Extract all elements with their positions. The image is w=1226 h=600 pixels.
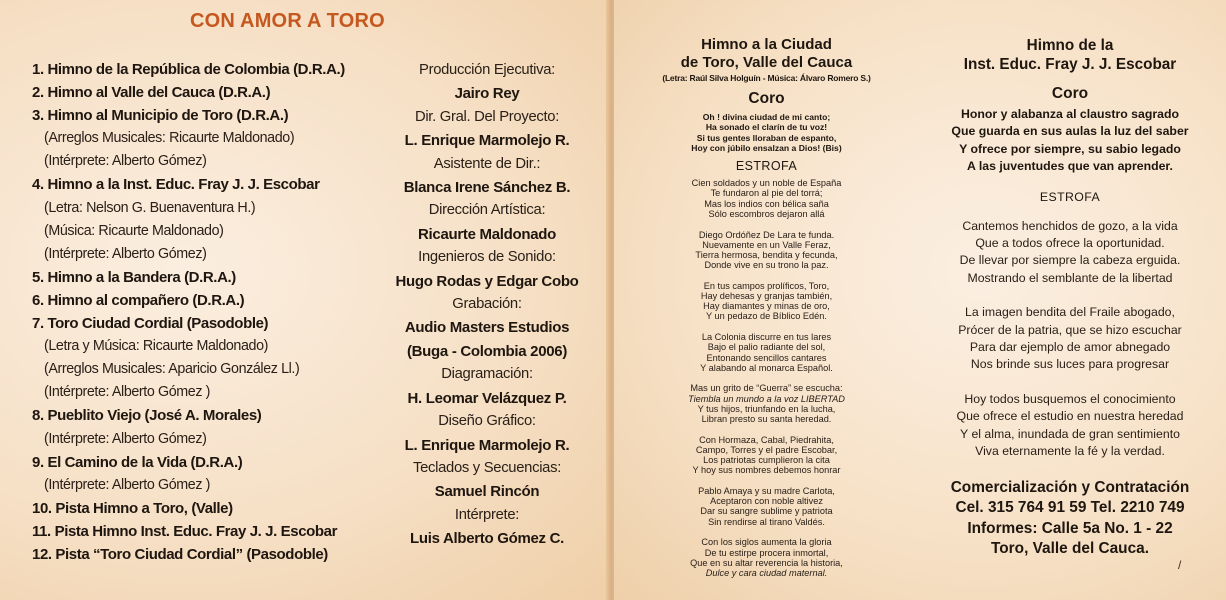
verse-line: Hay dehesas y granjas también,: [700, 291, 833, 302]
track-note: (Arreglos Musicales: Aparicio González Ll.): [44, 361, 300, 378]
verse-line: Sólo escombros dejaron allá: [708, 208, 825, 219]
verse-line: Tiembla un mundo a la voz LIBERTAD: [688, 393, 845, 404]
verse-line: Diego Ordóñez De Lara te funda.: [698, 229, 835, 240]
toro-coro-heading: Coro: [748, 90, 785, 107]
track-title: 11. Pista Himno Inst. Educ. Fray J. J. Escobar: [32, 522, 338, 540]
track-title: 7. Toro Ciudad Cordial (Pasodoble): [32, 315, 269, 333]
stanza: [930, 218, 1210, 288]
verse-line: La imagen bendita del Fraile abogado,: [965, 305, 1175, 320]
verse-line: Dulce y cara ciudad maternal.: [705, 567, 828, 578]
verse-line: Nos brinde sus luces para progresar: [970, 357, 1170, 372]
stanza: [634, 383, 899, 424]
toro-coro-lines: [634, 112, 899, 153]
stanza: [634, 281, 899, 322]
coro-line: Y ofrece por siempre, su sabio legado: [959, 141, 1181, 156]
stanza: [634, 178, 899, 219]
credit-name: Samuel Rincón: [434, 483, 540, 501]
credit-name: L. Enrique Marmolejo R.: [404, 436, 570, 454]
verse-line: Y un pedazo de Bíblico Edén.: [706, 311, 827, 322]
verse-line: Pablo Amaya y su madre Carlota,: [698, 486, 835, 497]
verse-line: Mas los indios con bélica saña: [704, 198, 829, 209]
coro-line: Oh ! divina ciudad de mi canto;: [702, 112, 831, 122]
verse-line: Que en su altar reverencia la historia,: [690, 557, 843, 568]
contact-info: [930, 478, 1210, 560]
credit-name: Audio Masters Estudios: [404, 319, 570, 337]
fray-stanzas: [930, 218, 1210, 461]
stanza: [930, 391, 1210, 461]
track-note: (Arreglos Musicales: Ricaurte Maldonado): [44, 130, 295, 147]
track-title: 10. Pista Himno a Toro, (Valle): [32, 499, 233, 517]
credit-role: Asistente de Dir.:: [433, 155, 541, 172]
track-note: (Intérprete: Alberto Gómez): [44, 430, 207, 447]
credits-list: [382, 59, 592, 551]
stanza: [634, 435, 899, 476]
stanza: [634, 486, 899, 527]
verse-line: Y hoy sus nombres debemos honrar: [692, 465, 841, 476]
verse-line: Los patriotas cumplieron la cita: [703, 455, 830, 466]
track-note: (Intérprete: Alberto Gómez ): [44, 476, 210, 493]
fray-estrofa-heading: ESTROFA: [1039, 189, 1101, 204]
stanza: [930, 304, 1210, 374]
right-page: [614, 0, 1226, 600]
credit-name: H. Leomar Velázquez P.: [407, 389, 567, 407]
ink-mark: /: [1178, 558, 1182, 572]
stanza: [634, 537, 899, 578]
verse-line: Tierra hermosa, bendita y fecunda,: [695, 249, 838, 260]
verse-line: Hoy todos busquemos el conocimiento: [964, 391, 1176, 406]
fray-anthem: [930, 36, 1210, 560]
credit-name: (Buga - Colombia 2006): [406, 342, 568, 360]
toro-anthem: [634, 36, 899, 589]
verse-line: Hay diamantes y minas de oro,: [703, 301, 830, 312]
verse-line: Mas un grito de “Guerra” se escucha:: [690, 383, 843, 394]
verse-line: Con los siglos aumenta la gloria: [701, 537, 832, 548]
track-note: (Letra: Nelson G. Buenaventura H.): [44, 199, 256, 216]
contact-line: Comercialización y Contratación: [950, 478, 1190, 496]
track-title: 5. Himno a la Bandera (D.R.A.): [32, 268, 236, 286]
track-title: 2. Himno al Valle del Cauca (D.R.A.): [32, 84, 271, 102]
credit-role: Ingenieros de Sonido:: [418, 249, 556, 266]
track-note: (Intérprete: Alberto Gómez): [44, 245, 207, 262]
verse-line: La Colonia discurre en tus lares: [701, 332, 832, 343]
verse-line: Cantemos henchidos de gozo, a la vida: [962, 218, 1178, 233]
toro-anthem-credits: (Letra: Raúl Silva Holguín - Música: Álvaro Romero S.): [662, 73, 871, 83]
verse-line: Donde vive en su trono la paz.: [704, 260, 829, 271]
coro-line: Que guarda en sus aulas la luz del saber: [951, 124, 1189, 139]
credit-role: Diseño Gráfico:: [438, 413, 536, 430]
track-title: 9. El Camino de la Vida (D.R.A.): [32, 453, 243, 471]
verse-line: Para dar ejemplo de amor abnegado: [969, 340, 1171, 355]
verse-line: Entonando sencillos cantares: [706, 352, 827, 363]
verse-line: Dar su sangre sublime y patriota: [700, 506, 833, 517]
verse-line: Viva eternamente la fé y la verdad.: [975, 444, 1165, 459]
track-title: 3. Himno al Municipio de Toro (D.R.A.): [32, 107, 289, 125]
verse-line: Prócer de la patria, que se hizo escuchar: [958, 322, 1182, 337]
verse-line: Aceptaron con noble altivez: [710, 496, 823, 507]
track-title: 1. Himno de la República de Colombia (D.R.A.): [32, 61, 345, 78]
album-title: CON AMOR A TORO: [190, 10, 385, 32]
verse-line: De tu estirpe procera inmortal,: [704, 547, 829, 558]
verse-line: Con Hormaza, Cabal, Piedrahita,: [699, 434, 834, 445]
fray-coro-lines: [930, 106, 1210, 176]
track-list: [32, 58, 372, 566]
toro-anthem-title-1: Himno a la Ciudad: [701, 36, 832, 53]
coro-line: Honor y alabanza al claustro sagrado: [961, 107, 1179, 121]
verse-line: De llevar por siempre la cabeza erguida.: [959, 253, 1181, 268]
toro-stanzas: [634, 178, 899, 578]
coro-line: Si tus gentes lloraban de espanto,: [696, 132, 837, 143]
verse-line: Libran presto su santa heredad.: [701, 414, 832, 425]
stanza: [634, 332, 899, 373]
track-note: (Letra y Música: Ricaurte Maldonado): [44, 338, 268, 355]
credit-role: Dir. Gral. Del Proyecto:: [414, 108, 560, 125]
track-title: 8. Pueblito Viejo (José A. Morales): [32, 407, 262, 425]
credit-name: Hugo Rodas y Edgar Cobo: [395, 272, 579, 290]
verse-line: Campo, Torres y el padre Escobar,: [695, 444, 838, 455]
verse-line: Que a todos ofrece la oportunidad.: [975, 236, 1165, 251]
verse-line: Cien soldados y un noble de España: [691, 178, 842, 189]
left-page: [0, 0, 610, 600]
coro-line: Hoy con júbilo ensalzan a Dios! (Bis): [691, 142, 842, 153]
track-note: (Intérprete: Alberto Gómez ): [44, 384, 210, 401]
verse-line: Que ofrece el estudio en nuestra heredad: [956, 409, 1184, 424]
track-note: (Música: Ricaurte Maldonado): [44, 222, 224, 239]
credit-name: L. Enrique Marmolejo R.: [404, 132, 570, 150]
fray-anthem-title-1: Himno de la: [1026, 37, 1114, 54]
verse-line: Y tus hijos, triunfando en la lucha,: [697, 403, 836, 414]
coro-line: A las juventudes que van aprender.: [967, 159, 1173, 174]
toro-anthem-title-2: de Toro, Valle del Cauca: [680, 54, 853, 71]
credit-name: Ricaurte Maldonado: [418, 225, 556, 243]
track-title: 4. Himno a la Inst. Educ. Fray J. J. Escobar: [32, 176, 320, 194]
credit-role: Producción Ejecutiva:: [419, 62, 555, 78]
stanza: [634, 230, 899, 271]
verse-line: Bajo el palio radiante del sol,: [707, 342, 826, 353]
credit-name: Blanca Irene Sánchez B.: [403, 179, 571, 197]
credit-role: Intérprete:: [454, 506, 520, 523]
verse-line: Mostrando el semblante de la libertad: [967, 270, 1173, 285]
track-title: 12. Pista “Toro Ciudad Cordial” (Pasodoble): [32, 545, 328, 563]
contact-line: Cel. 315 764 91 59 Tel. 2210 749: [955, 499, 1185, 516]
credit-role: Diagramación:: [441, 366, 533, 383]
toro-estrofa-heading: ESTROFA: [735, 159, 798, 174]
fray-coro-heading: Coro: [1051, 85, 1089, 102]
verse-line: Te fundaron al pie del torrá;: [710, 188, 823, 199]
track-note: (Intérprete: Alberto Gómez): [44, 153, 207, 170]
contact-line: Toro, Valle del Cauca.: [991, 540, 1149, 557]
track-title: 6. Himno al compañero (D.R.A.): [32, 291, 245, 309]
verse-line: Y el alma, inundada de gran sentimiento: [960, 426, 1180, 441]
verse-line: Sin rendirse al tirano Valdés.: [708, 516, 825, 527]
verse-line: Y alabando al monarca Español.: [700, 362, 833, 373]
credit-role: Dirección Artística:: [428, 202, 546, 219]
contact-line: Informes: Calle 5a No. 1 - 22: [967, 519, 1173, 537]
verse-line: En tus campos prolíficos, Toro,: [703, 280, 830, 291]
credit-name: Luis Alberto Gómez C.: [410, 530, 564, 548]
credit-role: Grabación:: [452, 296, 522, 313]
fray-anthem-title-2: Inst. Educ. Fray J. J. Escobar: [963, 56, 1177, 73]
credit-name: Jairo Rey: [454, 85, 520, 103]
credit-role: Teclados y Secuencias:: [412, 459, 562, 476]
coro-line: Ha sonado el clarín de tu voz!: [705, 122, 828, 133]
verse-line: Nuevamente en un Valle Feraz,: [702, 239, 831, 250]
